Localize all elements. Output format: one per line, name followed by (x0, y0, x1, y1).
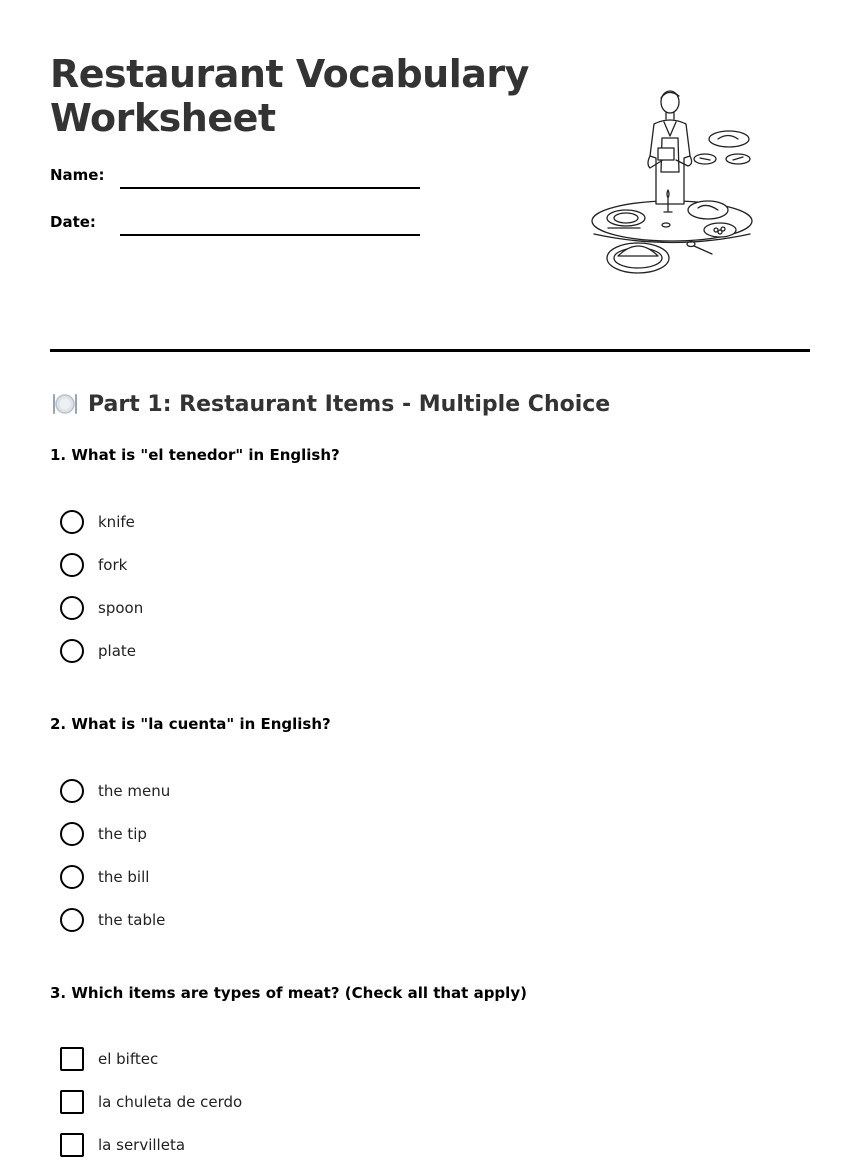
option-label: the menu (98, 782, 171, 800)
question-2-option[interactable] (60, 778, 170, 804)
question-1-option[interactable] (60, 509, 135, 535)
question-1-option[interactable] (60, 552, 127, 578)
option-label: spoon (98, 599, 144, 617)
plate-cutlery-icon (50, 389, 80, 419)
checkbox[interactable] (60, 1090, 84, 1114)
question-3-option[interactable] (60, 1132, 185, 1158)
option-label: plate (98, 642, 136, 660)
checkbox[interactable] (60, 1047, 84, 1071)
question-1-option[interactable] (60, 595, 143, 621)
section-heading-text: Part 1: Restaurant Items - Multiple Choice (88, 391, 611, 417)
question-1-text: 1. What is "el tenedor" in English? (50, 446, 340, 464)
radio-button[interactable] (60, 779, 84, 803)
section-divider (50, 349, 810, 352)
section-heading (50, 389, 610, 419)
checkbox[interactable] (60, 1133, 84, 1157)
question-3-option[interactable] (60, 1089, 242, 1115)
option-label: the tip (98, 825, 147, 843)
date-field[interactable] (120, 234, 420, 236)
question-2-option[interactable] (60, 864, 149, 890)
question-3-text: 3. Which items are types of meat? (Check all that apply) (50, 984, 527, 1002)
option-label: the table (98, 911, 166, 929)
option-label: la chuleta de cerdo (98, 1093, 243, 1111)
option-label: la servilleta (98, 1136, 186, 1154)
waiter-table-illustration (588, 86, 758, 282)
question-2-option[interactable] (60, 821, 147, 847)
name-field[interactable] (120, 187, 420, 189)
worksheet-title: Restaurant Vocabulary Worksheet (50, 52, 529, 140)
option-label: knife (98, 513, 135, 531)
radio-button[interactable] (60, 639, 84, 663)
radio-button[interactable] (60, 908, 84, 932)
option-label: the bill (98, 868, 150, 886)
question-2-text: 2. What is "la cuenta" in English? (50, 715, 331, 733)
question-3-option[interactable] (60, 1046, 158, 1072)
question-2-option[interactable] (60, 907, 165, 933)
radio-button[interactable] (60, 596, 84, 620)
radio-button[interactable] (60, 510, 84, 534)
radio-button[interactable] (60, 822, 84, 846)
option-label: el biftec (98, 1050, 159, 1068)
radio-button[interactable] (60, 553, 84, 577)
question-1-option[interactable] (60, 638, 136, 664)
radio-button[interactable] (60, 865, 84, 889)
name-label: Name: (50, 166, 105, 184)
option-label: fork (98, 556, 128, 574)
date-label: Date: (50, 213, 96, 231)
